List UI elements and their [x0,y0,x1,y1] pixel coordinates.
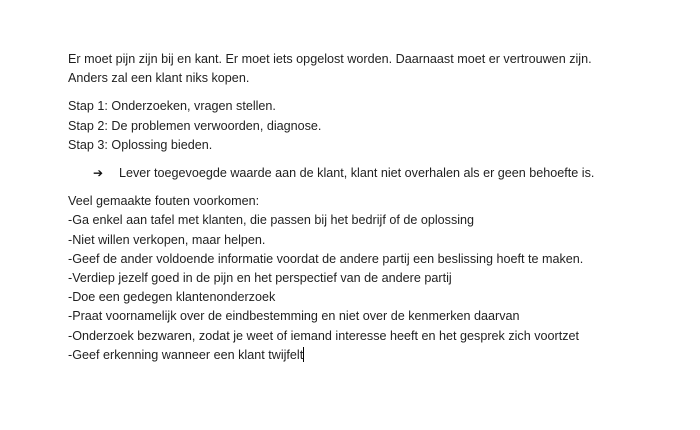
mistake-item: -Verdiep jezelf goed in de pijn en het perspectief van de andere partij [68,271,452,286]
step-2: Stap 2: De problemen verwoorden, diagnose. [68,118,322,133]
intro-line-2: Anders zal een klant niks kopen. [68,71,250,86]
mistake-item: -Doe een gedegen klantenonderzoek [68,290,276,305]
mistake-item-text: -Geef erkenning wanneer een klant twijfelt [68,347,304,362]
document-body[interactable] [68,50,668,365]
step-1: Stap 1: Onderzoeken, vragen stellen. [68,99,276,114]
text-cursor [303,347,304,362]
arrow-bullet-line [68,164,668,183]
mistake-item: -Ga enkel aan tafel met klanten, die passen bij het bedrijf of de oplossing [68,213,475,228]
arrow-bullet-text: Lever toegevoegde waarde aan de klant, klant niet overhalen als er geen behoefte is. [119,166,595,181]
paragraph-spacing [68,183,668,192]
mistake-item: -Niet willen verkopen, maar helpen. [68,232,266,247]
right-arrow-icon: ➔ [93,166,104,181]
paragraph-spacing [68,155,668,164]
step-3: Stap 3: Oplossing bieden. [68,137,213,152]
mistake-item-last [68,346,668,365]
mistake-item: -Geef de ander voldoende informatie voordat de andere partij een beslissing hoeft te maken. [68,251,584,266]
mistake-item: -Onderzoek bezwaren, zodat je weet of iemand interesse heeft en het gesprek zich voortzet [68,328,580,343]
intro-line-1: Er moet pijn zijn bij en kant. Er moet iets opgelost worden. Daarnaast moet er vertrouwen zijn. [68,52,592,66]
mistake-item: -Praat voornamelijk over de eindbestemming en niet over de kenmerken daarvan [68,309,520,324]
paragraph-spacing [68,88,668,97]
mistakes-heading: Veel gemaakte fouten voorkomen: [68,194,260,209]
